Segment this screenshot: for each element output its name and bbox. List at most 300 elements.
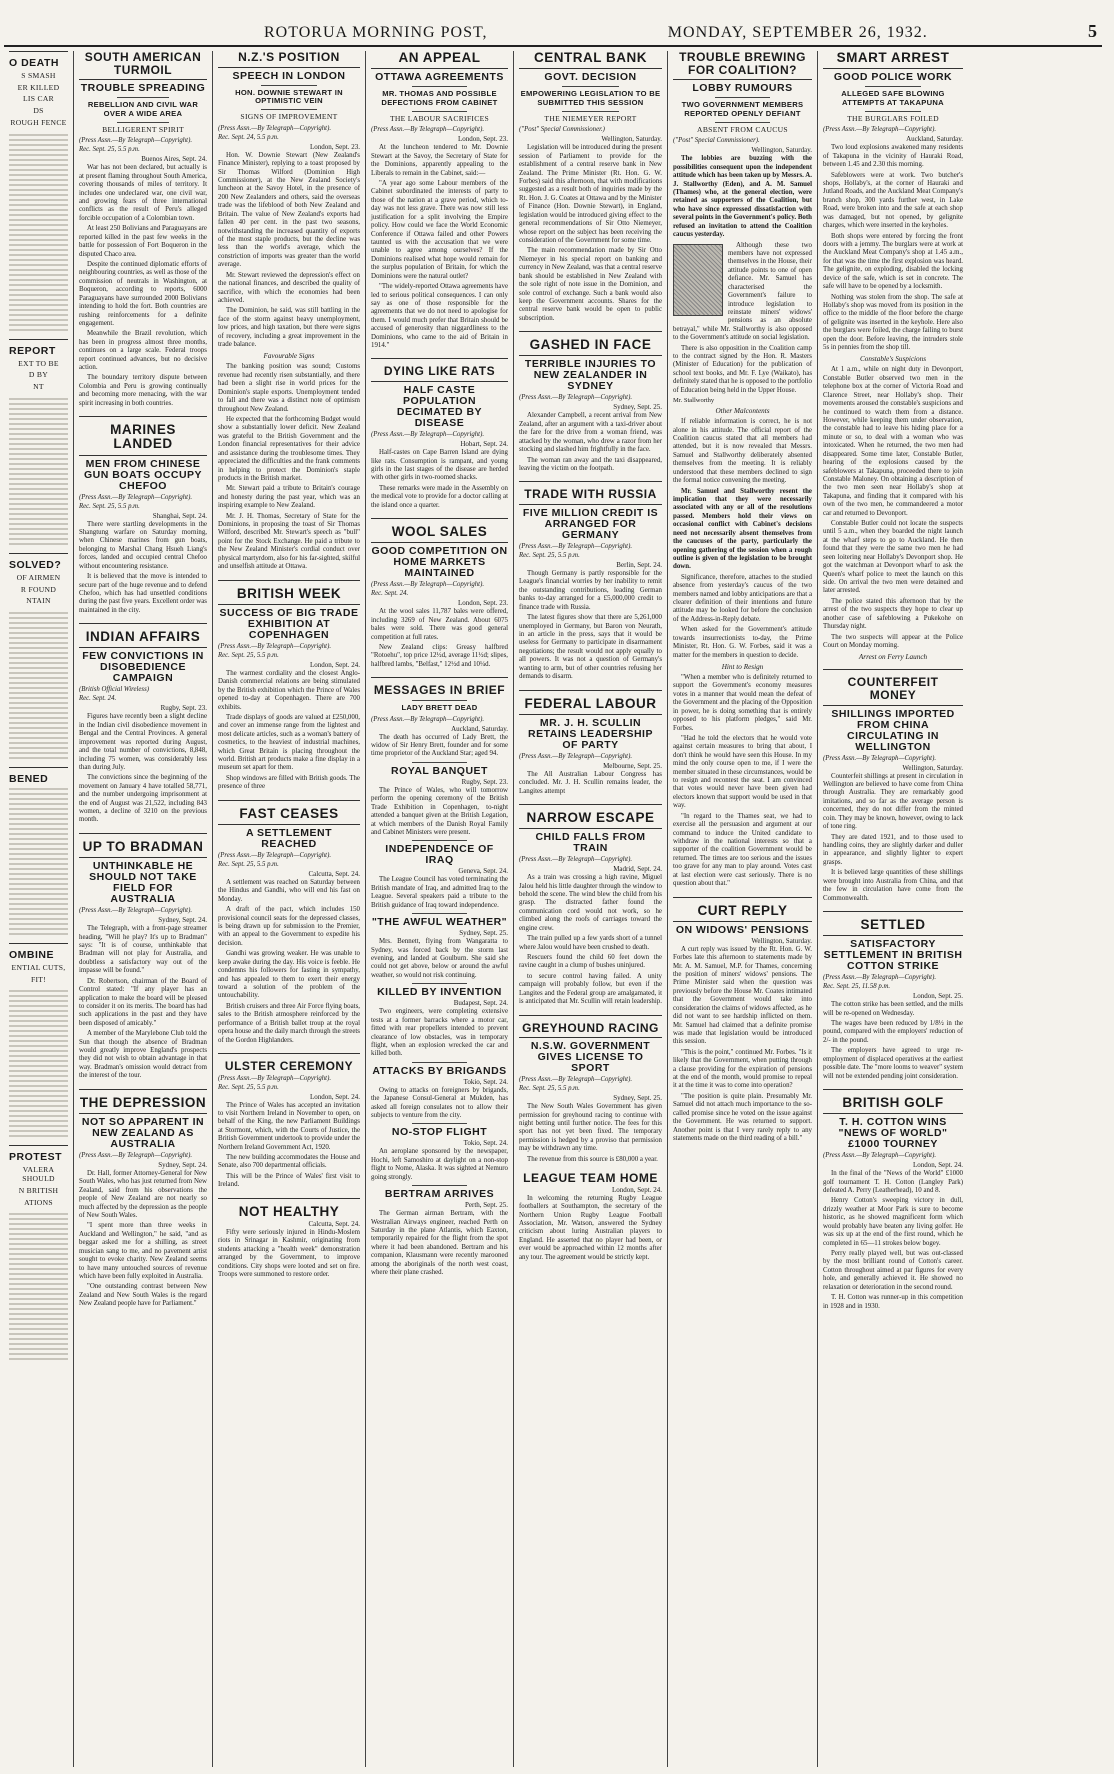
dateline: London, Sept. 23.: [458, 599, 508, 608]
column-2: [213, 51, 366, 1767]
fragment-headline: PROTEST: [9, 1151, 63, 1164]
article-subhead: Favourable Signs: [263, 352, 315, 361]
fragment-headline: REPORT: [9, 344, 56, 357]
press-credit: ("Post" Special Commissioner.): [519, 126, 605, 134]
paragraph: Dr. Hall, former Attorney-General for New South Wales, who has just returned from New Zealand, said from his observations the people of New Zealand are not nearly so much affected by the depression as the people of New South Wales.: [79, 1169, 207, 1220]
fragment-body: [9, 785, 68, 935]
paragraph: The boundary territory dispute between Colombia and Peru is growing continually and becoming more menacing, with the war spirit increasing in both countries.: [79, 374, 207, 407]
article-headline: THE DEPRESSION: [79, 1096, 207, 1114]
paragraph: The New South Wales Government has given permission for greyhound racing to continue with night betting until further notice. The fees for this sport has not yet been fixed. The temporary permission is hedged by a proviso that permission may be withdrawn any time.: [519, 1103, 662, 1153]
dateline: Buenos Aires, Sept. 24.: [141, 155, 207, 164]
fragment-item: [9, 553, 68, 759]
article-deck: LOBBY RUMOURS: [692, 82, 793, 95]
article-headline: TROUBLE BREWING FOR COALITION?: [673, 51, 812, 80]
article-deck: T. H. COTTON WINS "NEWS OF WORLD" £1000 TOURNEY: [838, 1116, 948, 1151]
paragraph: Mr. Stewart paid a tribute to Britain's courage and honesty during the past year, which was an inspiring example to New Zealand.: [218, 485, 360, 510]
article-deck: UNTHINKABLE HE SHOULD NOT TAKE FIELD FOR AUSTRALIA: [89, 860, 197, 906]
paragraph: There were startling developments in the Shangtung warfare on Saturday morning, when Chinese marines from gun boats, belonging to Marshal Chang Hsueh Liang's forces, landed and occupied central Chefoo without encountering resistance.: [79, 520, 207, 570]
press-credit: (Press Assn.—By Telegraph—Copyright).: [371, 715, 485, 723]
paragraph: The latest figures show that there are 5,261,000 unemployed in Germany, but Baron von Neurath, in an article in the press, says that it would be useless for Germany to participate in disarmament negotiations; the result would not apply equally to all powers. It was not a question of Germany's wanting to arm, but of other countries refusing her demands to disarm.: [519, 614, 662, 681]
article-body: [79, 713, 207, 824]
article-headline: BRITISH WEEK: [218, 587, 360, 605]
article-body: [519, 1103, 662, 1164]
paragraph: Nothing was stolen from the shop. The safe at Hollaby's shop was moved from its position in the office to the middle of the floor before the charge of gelignite was inserted in the keyhole. Here also the burglars were foiled, the charge failing to burst open the door. Before leaving, the intruders stole 5s in pennies from the shop till.: [823, 293, 963, 352]
article-indian-affairs: [79, 623, 207, 825]
dateline: London, Sept. 23.: [310, 142, 360, 151]
masthead: [4, 10, 1102, 47]
rule-divider: [412, 86, 467, 87]
article-settled: [823, 911, 963, 1081]
paragraph: Trade displays of goods are valued at £250,000, and cover an immense range from the lightest and most delicate articles, such as a woman's battery of cosmetics, to the heaviest of industrial machines, which Great Britain is placing throughout the world. British art products make a fine display in a museum set apart for them.: [218, 713, 360, 772]
fragment-deck-line: FIT!: [30, 974, 47, 984]
article-body: [823, 144, 963, 352]
paragraph: The two suspects will appear at the Police Court on Monday morning.: [823, 633, 963, 649]
paragraph: Mr. Stewart reviewed the depression's effect on the national finances, and described the quality of sacrifice, with which the economies had been achieved.: [218, 271, 360, 304]
fragment-item: [9, 51, 68, 331]
article-deck: CHILD FALLS FROM TRAIN: [535, 831, 646, 855]
paragraph: The All Australian Labour Congress has concluded. Mr. J. H. Scullin remains leader, the Langites attempt: [519, 770, 662, 795]
article-headline: COUNTERFEIT MONEY: [823, 676, 963, 705]
article-league-team-home: [519, 1172, 662, 1262]
paragraph: Figures have recently been a slight decline in the Indian civil disobedience movement in Bengal and the Central Provinces. A general improvement was reported during August, and the total number of convictions, 8,848, including 75 women, was considerably less than during July.: [79, 713, 207, 771]
article-deck: N.S.W. GOVERNMENT GIVES LICENSE TO SPORT: [530, 1040, 651, 1075]
rule-divider: [412, 1185, 467, 1186]
dateline: Madrid, Sept. 24.: [613, 865, 662, 874]
received-time: Rec. Sept. 25, 5.5 p.m.: [218, 651, 279, 659]
paragraph: "The position is quite plain. Presumably Mr. Samuel did not attach much importance to the so-called promise since he voted on the issue against the Government. He was returned to support. Another point is that I very rarely reply to any statements made on the third reading of a bill.": [673, 1092, 812, 1142]
article-deck: OTTAWA AGREEMENTS: [375, 71, 504, 84]
rule-divider: [865, 86, 921, 87]
paragraph: The convictions since the beginning of the movement on January 4 have totalled 58,771, and the number undergoing imprisonment at the end of August was 21,522, including 843 women, a decline of 3210 on the previous month.: [79, 774, 207, 824]
article-british-week: [218, 580, 360, 792]
article-headline: CENTRAL BANK: [519, 51, 662, 69]
article-body: [371, 734, 508, 759]
article-lead: [673, 155, 812, 239]
rule-divider: [117, 122, 168, 123]
article-fast-ceases: [218, 800, 360, 1045]
article-deck: TERRIBLE INJURIES TO NEW ZEALANDER IN SYDNEY: [524, 358, 657, 393]
article-headline: SOUTH AMERICAN TURMOIL: [79, 51, 207, 80]
article-greyhound-racing: [519, 1015, 662, 1165]
press-credit: (Press Assn.—By Telegraph—Copyright).: [519, 394, 633, 402]
article-dying-like-rats: [371, 358, 508, 510]
article-counterfeit-money: [823, 669, 963, 903]
article-subhead: Constable's Suspicions: [859, 355, 927, 364]
paragraph: Mrs. Bennett, flying from Wangaratta to Sydney, was forced back by the storm last evening, and landed at Goulburn. She said she could not get above, below or around the awful weather, so would not risk continuing.: [371, 938, 508, 979]
column-3: [366, 51, 514, 1767]
fragment-body: [9, 609, 68, 759]
paragraph: The police stated this afternoon that by the arrest of the two suspects they hope to clear up another case of safeblowing a Pukekohe on Thursday night.: [823, 597, 963, 631]
paragraph: The cotton strike has been settled, and the mills will be re-opened on Wednesday.: [823, 1001, 963, 1017]
press-credit: (Press Assn.—By Telegraph—Copyright).: [218, 851, 332, 859]
article-body: [371, 1008, 508, 1059]
brief-headline: NO-STOP FLIGHT: [391, 1126, 488, 1139]
article-headline: MARINES LANDED: [79, 423, 207, 455]
rule-divider: [412, 983, 467, 984]
dateline: Auckland, Saturday.: [451, 724, 508, 733]
dateline: London, Sept. 23.: [458, 135, 508, 144]
article-headline: GASHED IN FACE: [519, 338, 662, 356]
paragraph: The Telegraph, with a front-page streamer heading, "Will he play? It's up to Bradman" says: "It is of course, unthinkable that Bradman will not play for Australia, and doubtless a satisfactory way out of the impasse will be found.": [79, 925, 207, 975]
dateline: London, Sept. 24.: [913, 1161, 963, 1170]
article-deck: GOVT. DECISION: [544, 71, 637, 84]
rule-divider: [412, 840, 467, 841]
paragraph: At least 250 Bolivians and Paraguayans are reported killed in the past few weeks in the battle for possession of Fort Boqueron in the disputed Chaco area.: [79, 225, 207, 258]
dateline: Hobart, Sept. 24.: [460, 440, 508, 449]
article-body: [519, 874, 662, 971]
article-headline: TRADE WITH RUSSIA: [519, 488, 662, 505]
article-not-healthy: [218, 1198, 360, 1280]
paragraph: The League Council has voted terminating the British mandate of Iraq, and admitted Iraq to the League. Several speakers paid a tribute to the British guidance of Iraq toward independence.: [371, 876, 508, 909]
article-subdeck: HON. DOWNIE STEWART IN OPTIMISTIC VEIN: [235, 87, 343, 106]
press-credit: (Press Assn.—By Telegraph—Copyright).: [79, 493, 193, 501]
paragraph: At the luncheon tendered to Mr. Downie Stewart at the Savoy, the Secretary of State for the Dominions, apparently appealing to the Liberals to remain in the Cabinet, said:—: [371, 144, 508, 177]
article-body: [673, 674, 812, 889]
article-nz-position: [218, 51, 360, 572]
rule-divider: [261, 109, 318, 110]
column-1: [74, 51, 213, 1767]
press-credit: (Press Assn.—By Telegraph—Copyright).: [218, 124, 332, 132]
article-deck: FEW CONVICTIONS IN DISOBEDIENCE CAMPAIGN: [82, 650, 204, 685]
article-continued: [519, 973, 662, 1007]
paragraph: These remarks were made in the Assembly on the medical vote to provide for a doctor calling at the island once a quarter.: [371, 484, 508, 509]
article-body: [519, 570, 662, 681]
photo-caption: Mr. Stallworthy: [673, 397, 715, 405]
paragraph: The warmest cordiality and the closest Anglo-Danish commercial relations are being stimulated by the British exhibition which the Prince of Wales opened to-day at Copenhagen. There are 700 exhibits.: [218, 669, 360, 711]
fragment-body: [9, 1210, 68, 1360]
paragraph: "This is the point," continued Mr. Forbes. "Is it likely that the Government, when putting through a clause providing for the expiration of pensions at the end of the month, would promise to repeal it at the time it was to come into operation?: [673, 1048, 812, 1090]
dateline: London, Sept. 24.: [310, 1092, 360, 1101]
fragment-headline: SOLVED?: [9, 558, 62, 571]
paragraph: British cruisers and three Air Force flying boats, sales to the British atmosphere reinforced by the performance of a British ballet troup at the royal opera house and the daily march through the streets of the Gordon Highlanders.: [218, 1002, 360, 1044]
article-subdeck: TWO GOVERNMENT MEMBERS REPORTED OPENLY DEFIANT: [681, 100, 804, 118]
paragraph: "A year ago some Labour members of the Cabinet subordinated the interests of party to those of the nation at a grave period, which to-day was not less grave. There was now still less justification for a split involving the Empire policy. How could we face the World Economic Conference if Ottawa failed and other Powers taunted us with the accusation that we were unable to agree among ourselves? If the Dominions realised what hope would remain for the surplus population of Britain, for which the Dominions were the natural outlet?: [371, 180, 508, 280]
dateline: Sydney, Sept. 24.: [158, 916, 207, 925]
dateline: Perth, Sept. 25.: [465, 1201, 508, 1210]
press-credit: (Press Assn.—By Telegraph—Copyright).: [218, 1074, 332, 1082]
article-deck: A SETTLEMENT REACHED: [245, 826, 333, 850]
column-0-fragment: [4, 51, 74, 1767]
press-credit: (Press Assn.—By Telegraph—Copyright).: [823, 1152, 937, 1160]
paragraph: Two loud explosions awakened many residents of Takapuna in the vicinity of Hauraki Road, between 1.45 and 2.30 this morning.: [823, 144, 963, 169]
rule-divider: [865, 111, 921, 112]
received-time: Rec. Sept. 25, 5.5 p.m.: [519, 1085, 580, 1093]
article-body: [371, 1148, 508, 1182]
brief-headline: INDEPENDENCE OF IRAQ: [385, 843, 494, 867]
dateline: Geneva, Sept. 24.: [458, 867, 508, 876]
paragraph: Despite the continued diplomatic efforts of neighbouring countries, as well as those of the commission of neutrals in Washington, at Boqueron, according to reports, 6000 Paraguayans have surrounded 2000 Bolivians intending to hold the fort. Both countries are rushing reinforcements for a definite engagement.: [79, 261, 207, 327]
article-deck: SATISFACTORY SETTLEMENT IN BRITISH COTTON STRIKE: [823, 938, 963, 973]
paragraph: "Had he told the electors that he would vote against certain measures to bring that about, I don't think he would have seen this House. In my mind the only course open to me, if I were the member situated in these circumstances, would be to resign and recontest the seat. I am convinced that votes would never have been given had electors known that support would be used in that way.: [673, 734, 812, 810]
fragment-deck-line: ENTIAL CUTS,: [11, 962, 66, 972]
dateline: Tokio, Sept. 24.: [463, 1077, 508, 1086]
publication-name: ROTORUA MORNING POST,: [264, 24, 488, 41]
fragment-deck-line: ATIONS: [24, 1197, 53, 1207]
fragment-item: [9, 943, 68, 1137]
fragment-deck-line: NTAIN: [26, 596, 51, 606]
paragraph: When asked for the Government's attitude towards insurrectionists to-day, the Prime Minister, Rt. Hon. G. W. Forbes, said it was a matter for the members in question to decide.: [673, 626, 812, 659]
article-headline: N.Z.'S POSITION: [218, 51, 360, 68]
article-body: [371, 449, 508, 510]
dateline: Calcutta, Sept. 24.: [308, 869, 360, 878]
paragraph: The Dominion, he said, was still battling in the face of the storm against heavy unemployment, low prices, and high taxation, but there were signs of recovery, including a great improvement in the trade balance.: [218, 307, 360, 349]
dateline: Wellington, Saturday.: [751, 146, 812, 155]
dateline: Calcutta, Sept. 24.: [308, 1219, 360, 1228]
paragraph: It is believed large quantities of these shillings were brought into Australia from China, and that the few in circulation have come from the Commonwealth.: [823, 869, 963, 902]
brief-headline: ATTACKS BY BRIGANDS: [372, 1064, 507, 1077]
article-body: [218, 1102, 360, 1190]
rule-divider: [412, 1062, 467, 1063]
brief-headline: "THE AWFUL WEATHER": [371, 916, 508, 929]
paragraph: New Zealand clips: Greasy halfbred "Rotoehu", top price 12½d, average 11½d; slipes, halfbred lambs, "Belfast," 12½d and 10¼d.: [371, 643, 508, 668]
paragraph: The new building accommodates the House and Senate, also 700 departmental officials.: [218, 1154, 360, 1170]
fragment-headline: BENED: [9, 772, 49, 785]
paragraph: It is believed that the move is intended to secure part of the huge revenue and to defend Chefoo, which has had unsettled conditions during the past five years. Excellent order was maintained in the city.: [79, 573, 207, 614]
paragraph: Meanwhile the Brazil revolution, which has been in progress almost three months, continues on a large scale. Federal troops report continued advances, but no decisive action.: [79, 330, 207, 372]
press-credit: (Press Assn.—By Telegraph—Copyright).: [823, 974, 937, 982]
article-headline: DYING LIKE RATS: [371, 365, 508, 382]
column-4: [514, 51, 668, 1767]
article-body: [371, 787, 508, 838]
paragraph: In the final of the "News of the World" £1000 golf tournament T. H. Cotton (Langley Park) defeated A. Perry (Leatherhead), 10 and 8.: [823, 1170, 963, 1195]
press-credit: (Press Assn.—By Telegraph—Copyright).: [519, 752, 633, 760]
paragraph: Mr. Samuel and Stallworthy resent the implication that they were necessarily associated with any or all of the resolutions passed. Members hold their views on occasional conflict with Cabinet's decisions need not necessarily absent themselves from the caucuses of the party, particularly the opening gathering of the session when a rough outline is given of the legislation to be brought down.: [673, 487, 812, 571]
dateline: Berlin, Sept. 24.: [616, 561, 662, 570]
dateline: Rugby, Sept. 23.: [461, 777, 508, 786]
article-south-american-turmoil: [79, 51, 207, 408]
rule-divider: [117, 97, 168, 98]
paragraph: The German airman Bertram, with the Westralian Airways engineer, reached Perth on Saturday in the plane Atlantis, which Eaxton, temporarily repaired for the flight from the spot where it had been abandoned. Bertram and his companion, Klausmann were recently marooned among the aboriginals of the north west coast, where their plane crashed.: [371, 1210, 508, 1277]
paragraph: Legislation will be introduced during the present session of Parliament to provide for the establishment of a central reserve bank in New Zealand. The Prime Minister (Rt. Hon. G. W. Forbes) said this afternoon, that with modifications suggested as a result both of inquiries made by the Rt. Hon. J. G. Coates at Ottawa and by the Minister of Finance (Hon. Downie Stewart), in England, legislation would be introduced giving effect to the general recommendations of Sir Otto Niemeyer, whose report on the subject has been receiving the consideration of the Government for some time.: [519, 144, 662, 244]
article-deck: GOOD POLICE WORK: [833, 71, 953, 84]
article-body: [218, 879, 360, 1045]
received-time: Rec. Sept. 25, 5.5 p.m.: [218, 1083, 279, 1091]
rule-divider: [412, 700, 467, 701]
article-deck: NOT SO APPARENT IN NEW ZEALAND AS AUSTRALIA: [81, 1115, 205, 1150]
paragraph: The employers have agreed to urge re-employment of displaced operatives at the earliest possible date. The "more looms to weaver" system will not be extended pending joint consideration.: [823, 1047, 963, 1080]
article-smart-arrest: [823, 51, 963, 661]
article-deck: HALF CASTE POPULATION DECIMATED BY DISEASE: [396, 384, 483, 430]
dateline: Rugby, Sept. 23.: [160, 704, 207, 713]
paragraph: They are dated 1921, and to those used to handling coins, they are slightly darker and duller in appearance, and slightly lighter to expert grasps.: [823, 833, 963, 866]
article-body: [79, 1170, 207, 1309]
article-subdeck: ABSENT FROM CAUCUS: [697, 124, 788, 134]
article-marines-landed: [79, 416, 207, 615]
paragraph: Perry really played well, but was out-classed by the most brilliant round of Cotton's career. Cotton throughout aimed at par figures for every hole, and generally achieved it. He showed no relaxation or deterioration in the second round.: [823, 1250, 963, 1291]
article-subdeck: EMPOWERING LEGISLATION TO BE SUBMITTED THIS SESSION: [520, 89, 661, 107]
paragraph: The main recommendation made by Sir Otto Niemeyer in his special report on banking and currency in New Zealand, was that a central reserve bank should be established in New Zealand with the sole right of note issue in the Dominion, and sole control of exchange. Such a bank would also keep the Government accounts. Shares for the central reserve bank would be open to public subscription.: [519, 247, 662, 322]
paragraph: The Prince of Wales has accepted an invitation to visit Northern Ireland in November to open, on behalf of the King, the new Parliament Buildings at Stormont, which, with the Courts of Justice, the British Government undertook to provide under the Northern Ireland Government Act, 1920.: [218, 1101, 360, 1151]
received-time: Rec. Sept. 24.: [79, 695, 117, 703]
fragment-headline: O DEATH: [9, 57, 59, 69]
fragment-item: [9, 767, 68, 935]
article-body: [673, 418, 812, 485]
paragraph: Constable Butler could not locate the suspects until 5 a.m., when they boarded the night launch at the wharf steps to go to Auckland. He then found that they were the same two men he had seen loitering near Hollaby's Devonport shop. He got the watchman at Devonport wharf to ask the Queen's wharf police to meet the launch on this side. On arrival the two men were detained and later arrested.: [823, 520, 963, 595]
article-headline: SMART ARREST: [823, 51, 963, 69]
article-headline: FEDERAL LABOUR: [519, 697, 662, 715]
paragraph: Alexander Campbell, a recent arrival from New Zealand, after an argument with a taxi-driver about the fare for the drive from a woman friend, was attacked by the woman, who drew a razor from her stocking and slashed him frightfully in the face.: [519, 412, 662, 454]
issue-date: MONDAY, SEPTEMBER 26, 1932.: [667, 24, 928, 41]
article-body: [823, 1001, 963, 1081]
rule-divider: [562, 86, 619, 87]
fragment-deck-line: EXT TO BE: [18, 358, 59, 368]
article-body: [371, 608, 508, 669]
paragraph: A settlement was reached on Saturday between the Hindus and Gandhi, who will end his fast on Monday.: [218, 878, 360, 903]
rule-divider: [412, 1123, 467, 1124]
paragraph: The banking position was sound; Customs revenue had recently risen substantially, and there had been a slight rise in world prices for the Dominion's staple exports. Unemployment tended to fall and there was a distinct note of optimism throughout New Zealand.: [218, 363, 360, 413]
press-credit: (Press Assn.—By Telegraph—Copyright).: [519, 543, 633, 551]
article-narrow-escape: [519, 804, 662, 1007]
fragment-deck-line: D BY: [28, 370, 49, 380]
dateline: Wellington, Saturday.: [601, 135, 662, 144]
brief-headline: BERTRAM ARRIVES: [384, 1188, 495, 1201]
paragraph: The woman ran away and the taxi disappeared, leaving the victim on the footpath.: [519, 456, 662, 472]
portrait-photo: [673, 244, 723, 316]
fragment-deck-line: LIS CAR: [22, 94, 54, 104]
paragraph: The Prince of Wales, who will tomorrow perform the opening ceremony of the British Trade Exhibition in Copenhagen, to-night attended a banquet given at the British Legation, at which members of the Danish Royal Family and Cabinet Ministers were present.: [371, 786, 508, 836]
fragment-deck-line: N BRITISH: [18, 1185, 59, 1195]
article-headline: LEAGUE TEAM HOME: [523, 1171, 658, 1186]
press-credit: (British Official Wireless): [79, 686, 149, 694]
article-body: [371, 938, 508, 980]
rule-divider: [261, 85, 318, 86]
dateline: Sydney, Sept. 24.: [158, 1160, 207, 1169]
paragraph: At the wool sales 11,787 bales were offered, including 3269 of New Zealand. About 6075 bales were sold. There was good general competition at full rates.: [371, 608, 508, 641]
article-body: [218, 152, 360, 350]
dateline: London, Sept. 25.: [913, 992, 963, 1001]
paragraph: Counterfeit shillings at present in circulation in Wellington are believed to have come from China through Australia. They are remarkably good imitations, and so far as the average person is concerned, they do not differ from the minted coin. They may be known, however, owing to lack of tone ring.: [823, 772, 963, 831]
dateline: London, Sept. 24.: [612, 1185, 662, 1194]
article-body: [673, 946, 812, 1144]
article-body: [519, 1195, 662, 1262]
article-federal-labour: [519, 690, 662, 796]
article-body: [519, 771, 662, 796]
article-an-appeal: [371, 51, 508, 350]
paragraph: Rescuers found the child 60 feet down the ravine caught in a clump of bushes uninjured.: [519, 953, 662, 970]
fragment-headline: OMBINE: [9, 948, 54, 961]
paragraph: A curt reply was issued by the Rt. Hon. G. W. Forbes late this afternoon to statements made by Mr. A. M. Samuel, M.P. for Thames, concerning the position of miners' widows' pensions. The Prime Minister said when the question was previously before the House Mr. Coates intimated that the Government would take into consideration the claims of widows affected, as he did not want to see hardship inflicted on them. Mr. Samuel had claimed that a definite promise was made that legislation would be introduced this session.: [673, 945, 812, 1046]
article-headline: GREYHOUND RACING: [519, 1022, 662, 1039]
article-body: [823, 773, 963, 903]
fragment-deck-line: ROUGH FENCE: [10, 117, 67, 127]
article-subdeck: REBELLION AND CIVIL WAR OVER A WIDE AREA: [87, 100, 199, 118]
press-credit: (Press Assn.—By Telegraph—Copyright).: [519, 856, 633, 864]
received-time: Rec. Sept. 25, 5.5 p.m.: [79, 502, 140, 510]
article-headline: UP TO BRADMAN: [79, 840, 207, 858]
article-deck: SPEECH IN LONDON: [232, 69, 346, 82]
article-headline: NOT HEALTHY: [238, 1203, 340, 1219]
fragment-deck-line: OF AIRMEN: [16, 572, 61, 582]
article-deck: SHILLINGS IMPORTED FROM CHINA CIRCULATING IN WELLINGTON: [831, 707, 955, 753]
press-credit: (Press Assn.—By Telegraph—Copyright).: [79, 907, 193, 915]
paragraph: "When a member who is definitely returned to support the Government's economy measures votes in a manner that would mean the defeat of the Government and the placing of the Opposition in power, he is doing something that is entirely opposed to his platform pledges," said Mr. Forbes.: [673, 673, 812, 732]
article-headline: AN APPEAL: [371, 51, 508, 69]
article-the-depression: [79, 1089, 207, 1309]
article-subdeck: BELLIGERENT SPIRIT: [102, 124, 184, 134]
column-5: [668, 51, 818, 1767]
article-ulster-ceremony: [218, 1053, 360, 1190]
paragraph: The death has occurred of Lady Brett, the widow of Sir Henry Brett, founder and for some time proprietor of the Auckland Star; aged 94.: [371, 733, 508, 758]
article-body: [823, 1170, 963, 1311]
received-time: Rec. Sept. 25, 5.5 p.m.: [218, 860, 279, 868]
paragraph: In welcoming the returning Rugby League footballers at Southampton, the secretary of the Northern Union Rugby League Football Association, Mr. Watson, answered the Sydney criticism about luring Australian players to England. He asserted that no player had been, or ever would be approached within 12 months after any tour. The agreement would be strictly kept.: [519, 1194, 662, 1261]
dateline: Sydney, Sept. 25.: [613, 403, 662, 412]
article-body: [823, 366, 963, 518]
article-body: [371, 144, 508, 350]
article-british-golf: [823, 1089, 963, 1311]
article-deck: ON WIDOWS' PENSIONS: [675, 923, 810, 936]
fragment-deck-line: S SMASH: [21, 71, 56, 81]
press-credit: (Press Assn.—By Telegraph—Copyright).: [519, 1076, 633, 1084]
paragraph: T. H. Cotton was runner-up in this competition in 1928 and in 1930.: [823, 1294, 963, 1310]
paragraph: "In regard to the Thames seat, we had to exercise all the persuasion and argument at our command to induce the United candidate to withdraw in the national interests so that a supporter of the coalition Government would be returned. The times are too serious and the issues too grave for any man to play around. Votes cast at last election were cast seriously. There is no question about that.": [673, 812, 812, 888]
dateline: Melbourne, Sept. 25.: [603, 761, 662, 770]
article-subdeck: THE LABOUR SACRIFICES: [389, 113, 490, 123]
paragraph: The revenue from this source is £80,000 a year.: [527, 1155, 658, 1163]
article-subdeck: MR. THOMAS AND POSSIBLE DEFECTIONS FROM CABINET: [381, 89, 498, 107]
brief-headline: ROYAL BANQUET: [391, 764, 488, 777]
article-central-bank: [519, 51, 662, 323]
dateline: Budapest, Sept. 24.: [453, 999, 508, 1008]
article-body: [371, 1210, 508, 1277]
rule-divider: [412, 913, 467, 914]
dateline: Sydney, Sept. 25.: [459, 929, 508, 938]
dateline: London, Sept. 24.: [310, 660, 360, 669]
paragraph: "The widely-reported Ottawa agreements have led to serious political consequences. I can only say as one of those responsible for the agreements that we do not need to apologise for them. I would much prefer that Britain should be accused of generosity than niggardliness to the Dominions, who came to the aid of Britain in 1914.": [371, 283, 508, 350]
article-headline: CURT REPLY: [673, 904, 812, 922]
article-subdeck: THE BURGLARS FOILED: [847, 113, 939, 123]
paragraph: "I spent more than three weeks in Auckland and Wellington," he said, "and as beggar asked me for a shilling, as street musician sang to me, and no pavement artist sought to evoke charity. New Zealand seems to have many untouched sources of revenue which have been fully exploited in Australia.: [79, 1222, 207, 1281]
paragraph: Half-castes on Cape Barren Island are dying like rats. Consumption is rampant, and young girls in the last stages of the disease are herded with other girls in two-roomed shacks.: [371, 449, 508, 482]
rule-divider: [562, 111, 619, 112]
fragment-deck-line: DS: [33, 106, 44, 116]
article-gashed-in-face: [519, 331, 662, 473]
article-deck: MEN FROM CHINESE GUN BOATS OCCUPY CHEFOO: [83, 457, 203, 492]
paragraph: The lobbies are buzzing with the possibilities consequent upon the independent attitude which has been taken up by Messrs. A. J. Stallworthy (Eden), and A. M. Samuel (Thames) who, at the general election, were retained as supporters of the Coalition, but who have since expressed dissatisfaction with several points in the Government's policy. Both refused an invitation to attend the Coalition caucus yesterday.: [673, 155, 812, 239]
paragraph: He expected that the forthcoming Budget would show a substantially lower deficit. New Zealand was grateful to the British Government and the London financial representatives for their advice and assistance during the troublesome times. They appreciated the difficulties and the frank comments in helping to protect the Dominion's staple products in the British market.: [218, 416, 360, 482]
press-credit: (Press Assn.—By Telegraph—Copyright).: [823, 126, 937, 134]
received-time: Rec. Sept. 25, 11.58 p.m.: [823, 983, 891, 991]
paragraph: A draft of the pact, which includes 150 provisional council seats for the depressed classes, is being drawn up for submission to the Premier, with an appeal to the Government to expedite his decision.: [218, 906, 360, 947]
fragment-body: [9, 395, 68, 545]
paragraph: Hon. W. Downie Stewart (New Zealand's Finance Minister), replying to a toast proposed by Sir Thomas Wilford (Dominion High Commissioner), at the New Zealand Society's luncheon at the Savoy Hotel, in the presence of 200 New Zealanders and others, said the overseas trade was the lifeblood of both New Zealand and Britain. The value of New Zealand's exports had fallen 40 per cent. in the past two seasons, notwithstanding the increased quantity of exports of the most staple products, but the decline was less than the world's average, which the constriction of imports was greater than the world average.: [218, 151, 360, 269]
article-deck: MR. J. H. SCULLIN RETAINS LEADERSHIP OF PARTY: [528, 716, 653, 751]
article-body: [519, 412, 662, 473]
article-headline: WOOL SALES: [371, 525, 508, 543]
press-credit: (Press Assn.—By Telegraph—Copyright).: [79, 1151, 193, 1159]
paragraph: Shop windows are filled with British goods. The presence of three: [218, 774, 360, 791]
paragraph: Though Germany is partly responsible for the League's financial worries by her inability to remit the outstanding contributions, leading German banks to-day arranged for a £5,000,000 credit to finance trade with Russia.: [519, 570, 662, 611]
article-headline: INDIAN AFFAIRS: [79, 630, 207, 648]
paragraph: An aeroplane sponsored by the newspaper, Hochi, left Samoshiro at daylight on a non-stop flight to Nome, Alaska. It was sighted at Nemuro going strongly.: [371, 1148, 508, 1181]
article-deck: TROUBLE SPREADING: [80, 82, 206, 95]
article-subhead: Hint to Resign: [721, 662, 764, 671]
article-trade-with-russia: [519, 481, 662, 681]
paragraph: Dr. Robertson, chairman of the Board of Control stated: "If any player has an application to make the board will be pleased to consider it on its merits. The board has had such applications in the past and they have been disposed of amicably.": [79, 977, 207, 1027]
paragraph: Both shops were entered by forcing the front doors with a jemmy. The burglars were at work at the Auckland Meat Company's shop at 1.45 a.m., for that was the time the first explosion was heard. The gelignite, on exploding, disabled the locking device of the safe, which is set in concrete. The safe will have to be opened by a locksmith.: [823, 232, 963, 291]
paragraph: Two engineers, were completing extensive tests at a former barracks where a motor car, fitted with rear propellers intended to prevent clearance of low obstacles, was in temporary flight, when an explosion wrecked the car and killed both.: [371, 1008, 508, 1058]
received-time: Rec. Sept. 25, 5.5 p.m.: [79, 146, 140, 154]
article-wool-sales: [371, 518, 508, 669]
fragment-deck-line: ER KILLED: [17, 82, 60, 92]
article-body: [79, 164, 207, 408]
article-headline: MESSAGES IN BRIEF: [373, 683, 506, 698]
column-grid: [4, 51, 1102, 1767]
article-body: [519, 144, 662, 323]
article-body: [79, 521, 207, 616]
dateline: Shanghai, Sept. 24.: [152, 511, 207, 520]
received-time: Rec. Sept. 25, 5.5 p.m.: [519, 552, 580, 560]
